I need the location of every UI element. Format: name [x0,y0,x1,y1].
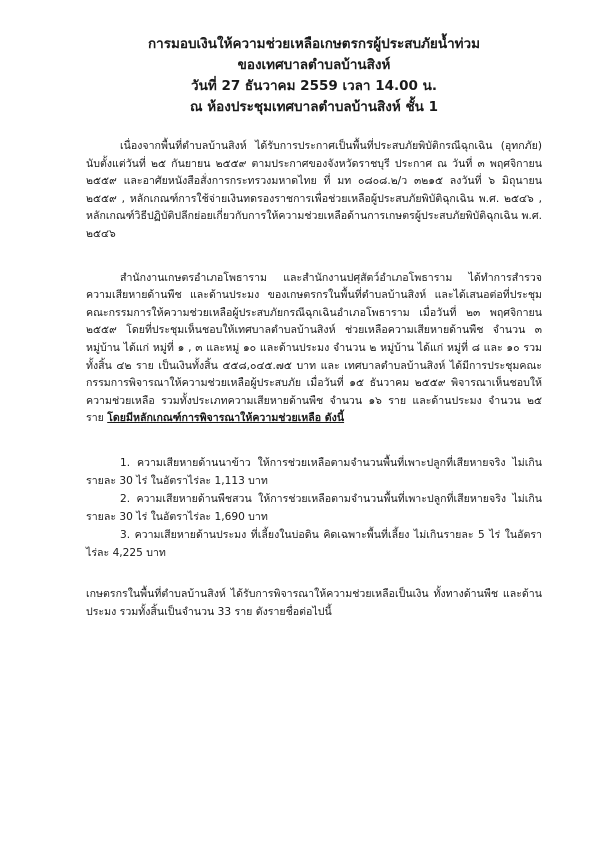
background-paragraph: เนื่องจากพื้นที่ตำบลบ้านสิงห์ ได้รับการประกาศเป็นพื้นที่ประสบภัยพิบัติกรณีฉุกเฉิน (อุทกภัย) นับตั้งแต่วันที่ ๒๕ กันยายน ๒๕๕๙ ตามประกาศของจังหวัดราชบุรี ประกาศ ณ วันที่ ๓ พฤศจิกายน ๒๕๕๙ และอาศัยหนังสือสั่งการกระทรวงมหาดไทย ที่ มท ๐๘๐๘.๒/ว ๓๒๑๕ ลงวันที่ ๖ มิถุนายน ๒๕๕๙ , หลักเกณฑ์การใช้จ่ายเงินทดรองราชการเพื่อช่วยเหลือผู้ประสบภัยพิบัติฉุกเฉิน พ.ศ. ๒๕๔๖ , หลักเกณฑ์วิธีปฏิบัติปลีกย่อยเกี่ยวกับการให้ความช่วยเหลือด้านการเกษตรผู้ประสบภัยพิบัติฉุกเฉิน พ.ศ. ๒๕๔๖ [86,140,542,240]
criteria-item-orchard: 2. ความเสียหายด้านพืชสวน ให้การช่วยเหลือตามจำนวนพื้นที่เพาะปลูกที่เสียหายจริง ไม่เกินรายละ 30 ไร่ ในอัตราไร่ละ 1,690 บาท [86,492,542,523]
criteria-intro: โดยมีหลักเกณฑ์การพิจารณาให้ความช่วยเหลือ ดังนี้ [107,412,345,425]
survey-paragraph-text: สำนักงานเกษตรอำเภอโพธาราม และสำนักงานปศุสัตว์อำเภอโพธาราม ได้ทำการสำรวจความเสียหายด้านพืช และด้านประมง ของเกษตรกรในพื้นที่ตำบลบ้านสิงห์ และได้เสนอต่อที่ประชุมคณะกรรมการให้ความช่วยเหลือผู้ประสบภัยกรณีฉุกเฉินอำเภอโพธาราม เมื่อวันที่ ๒๓ พฤศจิกายน ๒๕๕๙ โดยที่ประชุมเห็นชอบให้เทศบาลตำบลบ้านสิงห์ ช่วยเหลือความเสียหายด้านพืช จำนวน ๓ หมู่บ้าน ได้แก่ หมู่ที่ ๑ , ๓ และหมู่ ๑๐ และด้านประมง จำนวน ๒ หมู่บ้าน ได้แก่ หมู่ที่ ๘ และ ๑๐ รวมทั้งสิ้น ๔๒ ราย เป็นเงินทั้งสิ้น ๕๕๘,๐๔๕.๗๕ บาท และ เทศบาลตำบลบ้านสิงห์ ได้มีการประชุมคณะกรรมการพิจารณาให้ความช่วยเหลือผู้ประสบภัย เมื่อวันที่ ๑๕ ธันวาคม ๒๕๕๙ พิจารณาเห็นชอบให้ความช่วยเหลือ รวมทั้งประเภทความเสียหายด้านพืช จำนวน ๑๖ ราย และด้านประมง จำนวน ๒๕ ราย [86,271,542,425]
document-title: การมอบเงินให้ความช่วยเหลือเกษตรกรผู้ประสบภัยน้ำท่วม [147,36,481,52]
organization-name: ของเทศบาลตำบลบ้านสิงห์ [237,57,391,73]
criteria-item-rice: 1. ความเสียหายด้านนาข้าว ให้การช่วยเหลือตามจำนวนพื้นที่เพาะปลูกที่เสียหายจริง ไม่เกินรายละ 30 ไร่ ในอัตราไร่ละ 1,113 บาท [86,456,542,487]
survey-paragraph [86,270,542,428]
event-venue: ณ ห้องประชุมเทศบาลตำบลบ้านสิงห์ ชั้น 1 [190,99,438,115]
document-heading [86,34,542,118]
criteria-list [86,454,542,562]
event-date-time: วันที่ 27 ธันวาคม 2559 เวลา 14.00 น. [191,78,437,94]
closing-paragraph: เกษตรกรในพื้นที่ตำบลบ้านสิงห์ ได้รับการพิจารณาให้ความช่วยเหลือเป็นเงิน ทั้งทางด้านพืช และด้านประมง รวมทั้งสิ้นเป็นจำนวน 33 ราย ดังรายชื่อต่อไปนี้ [86,587,542,618]
criteria-item-fishery: 3. ความเสียหายด้านประมง ที่เลี้ยงในบ่อดิน คิดเฉพาะพื้นที่เลี้ยง ไม่เกินรายละ 5 ไร่ ในอัตราไร่ละ 4,225 บาท [86,528,542,559]
